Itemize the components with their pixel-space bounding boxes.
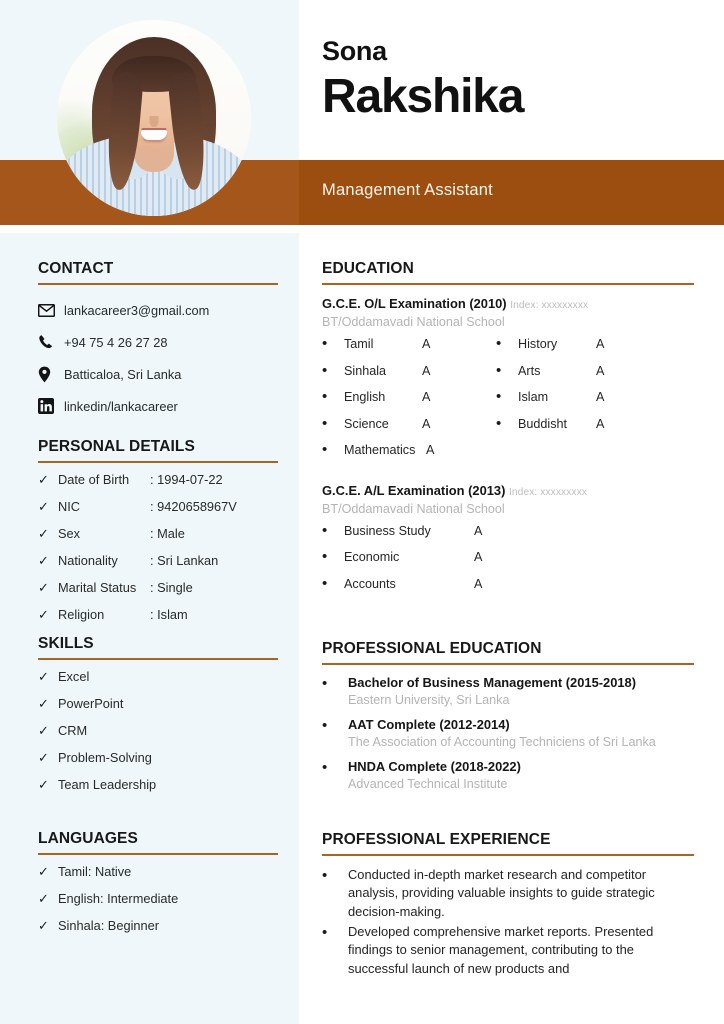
check-icon: ✓: [38, 723, 49, 738]
personal-detail-value: : 1994-07-22: [150, 472, 223, 487]
education-rule: [322, 283, 694, 285]
personal-detail-row: [38, 472, 278, 499]
personal-detail-value: : 9420658967V: [150, 499, 237, 514]
bullet-icon: •: [496, 388, 502, 405]
languages-section: [38, 830, 278, 945]
contact-email-text: lankacareer3@gmail.com: [64, 302, 210, 318]
bullet-icon: •: [322, 335, 328, 352]
bullet-icon: •: [322, 574, 328, 592]
personal-detail-label: Nationality: [58, 553, 118, 568]
language-label: Sinhala: Beginner: [58, 918, 160, 933]
grade-row: [322, 576, 694, 603]
location-pin-icon: [38, 366, 64, 383]
skills-section: [38, 635, 278, 804]
personal-detail-value: : Male: [150, 526, 185, 541]
professional-education-item: [322, 717, 694, 749]
grade-row: [322, 523, 694, 550]
grade-row: [322, 442, 496, 469]
al-exam-title-text: G.C.E. A/L Examination (2013): [322, 482, 506, 498]
professional-education-title: AAT Complete (2012-2014): [348, 717, 510, 732]
grade-subject: Business Study: [344, 523, 431, 538]
grade-subject: Economic: [344, 550, 400, 564]
bullet-icon: •: [322, 361, 328, 379]
al-exam-school: BT/Oddamavadi National School: [322, 501, 505, 516]
skill-item: [38, 750, 278, 777]
professional-experience-item: [322, 923, 694, 978]
grade-value: A: [596, 390, 605, 404]
personal-detail-value: : Sri Lankan: [150, 553, 219, 568]
language-label: English: Intermediate: [58, 891, 179, 906]
bullet-icon: •: [322, 759, 328, 776]
skill-item: [38, 696, 278, 723]
contact-section: [38, 260, 278, 422]
grade-row: [322, 363, 496, 390]
check-icon: ✓: [38, 580, 49, 595]
bullet-icon: •: [322, 388, 328, 405]
skill-label: Excel: [58, 669, 90, 684]
grade-value: A: [474, 576, 483, 591]
banner-gap: [0, 225, 724, 233]
personal-detail-row: [38, 580, 278, 607]
professional-experience-item: [322, 866, 694, 921]
grade-value: A: [474, 523, 483, 538]
skill-label: CRM: [58, 723, 88, 738]
grade-row: [322, 389, 496, 416]
contact-item-phone[interactable]: [38, 326, 278, 358]
ol-exam-index: Index: xxxxxxxxx: [510, 300, 589, 311]
professional-education-texts: [348, 759, 521, 791]
grade-value: A: [474, 550, 483, 564]
languages-heading: LANGUAGES: [38, 830, 138, 847]
language-item: [38, 864, 278, 891]
skill-label: PowerPoint: [58, 696, 124, 711]
grade-row: [322, 549, 694, 576]
grade-grid-spacer: [496, 442, 670, 469]
ol-exam-school: BT/Oddamavadi National School: [322, 315, 505, 329]
last-name: Rakshika: [322, 70, 524, 123]
skill-item: [38, 777, 278, 804]
skills-rule: [38, 658, 278, 660]
first-name: Sona: [322, 36, 387, 66]
check-icon: ✓: [38, 472, 49, 487]
bullet-icon: •: [496, 361, 502, 379]
languages-rule: [38, 853, 278, 855]
personal-detail-value: : Islam: [150, 607, 188, 622]
name-block: [322, 38, 523, 123]
personal-detail-row: [38, 607, 278, 634]
skills-list: [38, 669, 278, 804]
bullet-icon: •: [322, 923, 328, 941]
grade-subject: Accounts: [344, 576, 396, 591]
ol-grades-grid: [322, 336, 694, 469]
contact-item-location[interactable]: [38, 358, 278, 390]
grade-value: A: [596, 363, 605, 378]
grade-value: A: [422, 390, 431, 404]
al-exam-index: Index: xxxxxxxxx: [508, 486, 588, 498]
grade-subject: Tamil: [344, 337, 374, 351]
bullet-icon: •: [322, 521, 328, 539]
skill-label: Team Leadership: [58, 777, 157, 792]
photo-mouth: [141, 130, 167, 140]
professional-education-texts: [348, 717, 656, 749]
professional-education-subtitle: Advanced Technical Institute: [348, 777, 508, 791]
check-icon: ✓: [38, 918, 49, 933]
bullet-icon: •: [496, 414, 502, 432]
grade-subject: English: [344, 390, 386, 404]
professional-experience-list: [322, 866, 694, 978]
personal-details-section: [38, 438, 278, 634]
grade-value: A: [422, 337, 431, 351]
contact-phone-text: +94 75 4 26 27 28: [64, 334, 168, 350]
grade-value: A: [426, 443, 435, 457]
check-icon: ✓: [38, 750, 49, 765]
personal-detail-label: Date of Birth: [58, 472, 130, 487]
bullet-icon: •: [322, 441, 328, 458]
personal-detail-label: NIC: [58, 499, 81, 514]
personal-details-rule: [38, 461, 278, 463]
personal-detail-label: Marital Status: [58, 580, 137, 595]
language-label: Tamil: Native: [58, 864, 132, 879]
skill-item: [38, 723, 278, 750]
personal-detail-value: : Single: [150, 580, 193, 595]
skills-heading: SKILLS: [38, 635, 94, 652]
professional-education-title: Bachelor of Business Management (2015-2018): [348, 675, 636, 690]
skill-label: Problem-Solving: [58, 750, 152, 765]
grade-value: A: [596, 337, 605, 351]
profile-photo: [57, 20, 251, 216]
grade-row: [496, 363, 670, 390]
grade-row: [322, 336, 496, 363]
professional-education-subtitle: Eastern University, Sri Lanka: [348, 693, 510, 707]
check-icon: ✓: [38, 526, 49, 541]
grade-row: [322, 416, 496, 443]
grade-row: [496, 389, 670, 416]
contact-list: [38, 294, 278, 422]
professional-education-texts: [348, 675, 636, 707]
check-icon: ✓: [38, 669, 49, 684]
check-icon: ✓: [38, 553, 49, 568]
personal-detail-label: Religion: [58, 607, 105, 622]
check-icon: ✓: [38, 696, 49, 711]
personal-details-list: [38, 472, 278, 634]
grade-subject: Arts: [518, 363, 541, 378]
al-exam-title: [322, 483, 694, 498]
check-icon: ✓: [38, 891, 49, 906]
check-icon: ✓: [38, 607, 49, 622]
grade-value: A: [422, 416, 431, 431]
check-icon: ✓: [38, 777, 49, 792]
bullet-icon: •: [322, 867, 328, 884]
check-icon: ✓: [38, 864, 49, 879]
professional-experience-text: Developed comprehensive market reports. Presented findings to senior management, contributing to the successful launch of new products and: [348, 923, 654, 976]
grade-row: [496, 336, 670, 363]
personal-detail-label: Sex: [58, 526, 81, 541]
professional-experience-text: Conducted in-depth market research and competitor analysis, providing valuable insights to guide strategic decision-making.: [348, 867, 655, 919]
education-heading: EDUCATION: [322, 260, 414, 277]
bullet-icon: •: [322, 717, 328, 734]
language-item: [38, 891, 278, 918]
professional-education-item: [322, 675, 694, 707]
contact-item-email[interactable]: [38, 294, 278, 326]
personal-detail-row: [38, 553, 278, 580]
phone-icon: [38, 334, 64, 350]
grade-subject: Science: [344, 416, 389, 431]
professional-education-item: [322, 759, 694, 791]
check-icon: ✓: [38, 499, 49, 514]
skill-item: [38, 669, 278, 696]
contact-rule: [38, 283, 278, 285]
professional-experience-heading: PROFESSIONAL EXPERIENCE: [322, 831, 551, 848]
languages-list: [38, 864, 278, 945]
professional-education-title: HNDA Complete (2018-2022): [348, 759, 521, 774]
grade-value: A: [596, 416, 605, 431]
professional-education-heading: PROFESSIONAL EDUCATION: [322, 640, 542, 657]
bullet-icon: •: [322, 675, 328, 692]
contact-item-linkedin[interactable]: [38, 390, 278, 422]
grade-subject: Islam: [518, 390, 549, 404]
bullet-icon: •: [322, 548, 328, 565]
bullet-icon: •: [496, 335, 502, 352]
personal-details-heading: PERSONAL DETAILS: [38, 438, 195, 455]
ol-exam-title-text: G.C.E. O/L Examination (2010): [322, 296, 507, 311]
grade-subject: Mathematics: [344, 443, 416, 457]
grade-subject: Buddisht: [518, 416, 568, 431]
bullet-icon: •: [322, 414, 328, 432]
professional-education-list: [322, 675, 694, 791]
ol-exam-title: [322, 296, 694, 311]
al-grades-list: [322, 523, 694, 603]
professional-experience-rule: [322, 854, 694, 856]
personal-detail-row: [38, 499, 278, 526]
grade-subject: Sinhala: [344, 363, 387, 378]
professional-experience-section: [322, 831, 694, 978]
photo-nose: [150, 116, 159, 127]
envelope-icon: [38, 304, 64, 317]
education-section: [322, 260, 694, 602]
grade-value: A: [422, 363, 431, 378]
contact-location-text: Batticaloa, Sri Lanka: [64, 366, 182, 382]
contact-linkedin-text: linkedin/lankacareer: [64, 398, 178, 414]
professional-education-rule: [322, 663, 694, 665]
professional-education-section: [322, 640, 694, 791]
grade-row: [496, 416, 670, 443]
linkedin-icon: [38, 398, 64, 414]
job-title: Management Assistant: [322, 181, 493, 199]
grade-subject: History: [518, 337, 558, 351]
language-item: [38, 918, 278, 945]
contact-heading: CONTACT: [38, 260, 114, 277]
professional-education-subtitle: The Association of Accounting Techniciens of Sri Lanka: [348, 735, 656, 749]
personal-detail-row: [38, 526, 278, 553]
